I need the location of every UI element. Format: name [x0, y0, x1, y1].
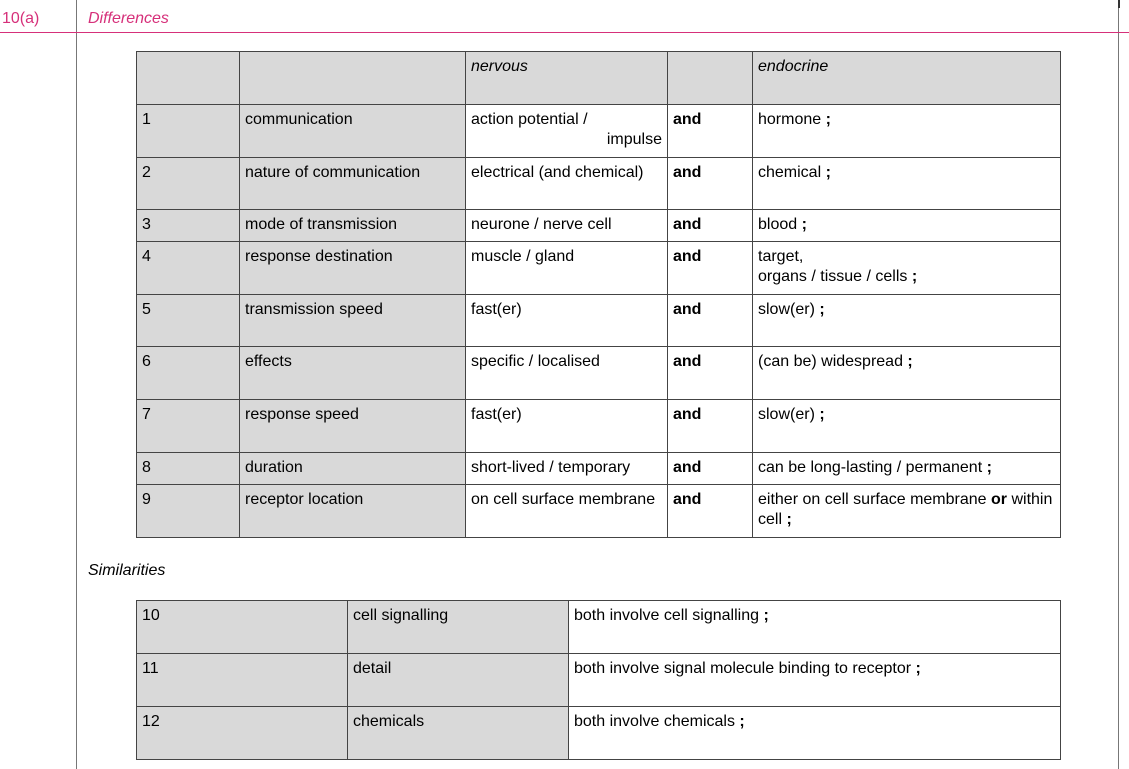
row-answer: both involve signal molecule binding to receptor ;	[569, 654, 1061, 707]
table-row	[137, 347, 1061, 400]
top-tick-mark	[1118, 0, 1120, 8]
row-number: 7	[137, 400, 240, 453]
header-cell-num	[137, 52, 240, 105]
row-feature: duration	[240, 453, 466, 485]
row-number: 4	[137, 242, 240, 295]
similarities-title: Similarities	[88, 562, 166, 579]
row-feature: response destination	[240, 242, 466, 295]
row-nervous: specific / localised	[466, 347, 668, 400]
row-number: 12	[137, 707, 348, 760]
header-cell-feature	[240, 52, 466, 105]
row-endocrine: hormone ;	[753, 105, 1061, 158]
row-endocrine: can be long-lasting / permanent ;	[753, 453, 1061, 485]
row-endocrine: blood ;	[753, 210, 1061, 242]
row-feature: cell signalling	[348, 601, 569, 654]
table-row	[137, 105, 1061, 158]
row-endocrine: slow(er) ;	[753, 400, 1061, 453]
row-joiner: and	[668, 347, 753, 400]
section-title: Differences	[88, 10, 169, 27]
row-number: 8	[137, 453, 240, 485]
row-endocrine: (can be) widespread ;	[753, 347, 1061, 400]
row-nervous: fast(er)	[466, 400, 668, 453]
question-number: 10(a)	[2, 10, 40, 27]
row-feature: response speed	[240, 400, 466, 453]
row-joiner: and	[668, 295, 753, 347]
table-row	[137, 242, 1061, 295]
row-feature: detail	[348, 654, 569, 707]
row-number: 10	[137, 601, 348, 654]
row-number: 3	[137, 210, 240, 242]
row-nervous: electrical (and chemical)	[466, 158, 668, 210]
row-joiner: and	[668, 453, 753, 485]
row-number: 2	[137, 158, 240, 210]
row-feature: receptor location	[240, 485, 466, 538]
row-nervous: fast(er)	[466, 295, 668, 347]
row-number: 1	[137, 105, 240, 158]
row-nervous: muscle / gland	[466, 242, 668, 295]
header-rule	[0, 32, 1129, 33]
row-endocrine: chemical ;	[753, 158, 1061, 210]
row-feature: mode of transmission	[240, 210, 466, 242]
row-number: 5	[137, 295, 240, 347]
table-row	[137, 158, 1061, 210]
row-nervous: on cell surface membrane	[466, 485, 668, 538]
row-joiner: and	[668, 105, 753, 158]
row-number: 9	[137, 485, 240, 538]
similarities-table	[136, 600, 1061, 760]
table-row	[137, 707, 1061, 760]
left-column-rule	[76, 0, 77, 769]
table-row	[137, 210, 1061, 242]
row-joiner: and	[668, 242, 753, 295]
header-endocrine: endocrine	[753, 52, 1061, 105]
row-endocrine: either on cell surface membrane or within cell ;	[753, 485, 1061, 538]
header-nervous: nervous	[466, 52, 668, 105]
row-feature: chemicals	[348, 707, 569, 760]
row-joiner: and	[668, 158, 753, 210]
row-endocrine: target, organs / tissue / cells ;	[753, 242, 1061, 295]
row-answer: both involve chemicals ;	[569, 707, 1061, 760]
table-row	[137, 601, 1061, 654]
row-feature: transmission speed	[240, 295, 466, 347]
row-joiner: and	[668, 400, 753, 453]
table-row	[137, 654, 1061, 707]
table-row	[137, 400, 1061, 453]
row-endocrine: slow(er) ;	[753, 295, 1061, 347]
table-row	[137, 485, 1061, 538]
row-feature: nature of communication	[240, 158, 466, 210]
row-number: 6	[137, 347, 240, 400]
row-joiner: and	[668, 485, 753, 538]
header-cell-joiner	[668, 52, 753, 105]
row-joiner: and	[668, 210, 753, 242]
row-feature: communication	[240, 105, 466, 158]
row-feature: effects	[240, 347, 466, 400]
right-column-rule	[1118, 0, 1119, 769]
table-header-row	[137, 52, 1061, 105]
row-nervous: neurone / nerve cell	[466, 210, 668, 242]
row-number: 11	[137, 654, 348, 707]
row-answer: both involve cell signalling ;	[569, 601, 1061, 654]
row-nervous: action potential / impulse	[466, 105, 668, 158]
differences-table	[136, 51, 1061, 538]
table-row	[137, 295, 1061, 347]
row-nervous: short-lived / temporary	[466, 453, 668, 485]
table-row	[137, 453, 1061, 485]
